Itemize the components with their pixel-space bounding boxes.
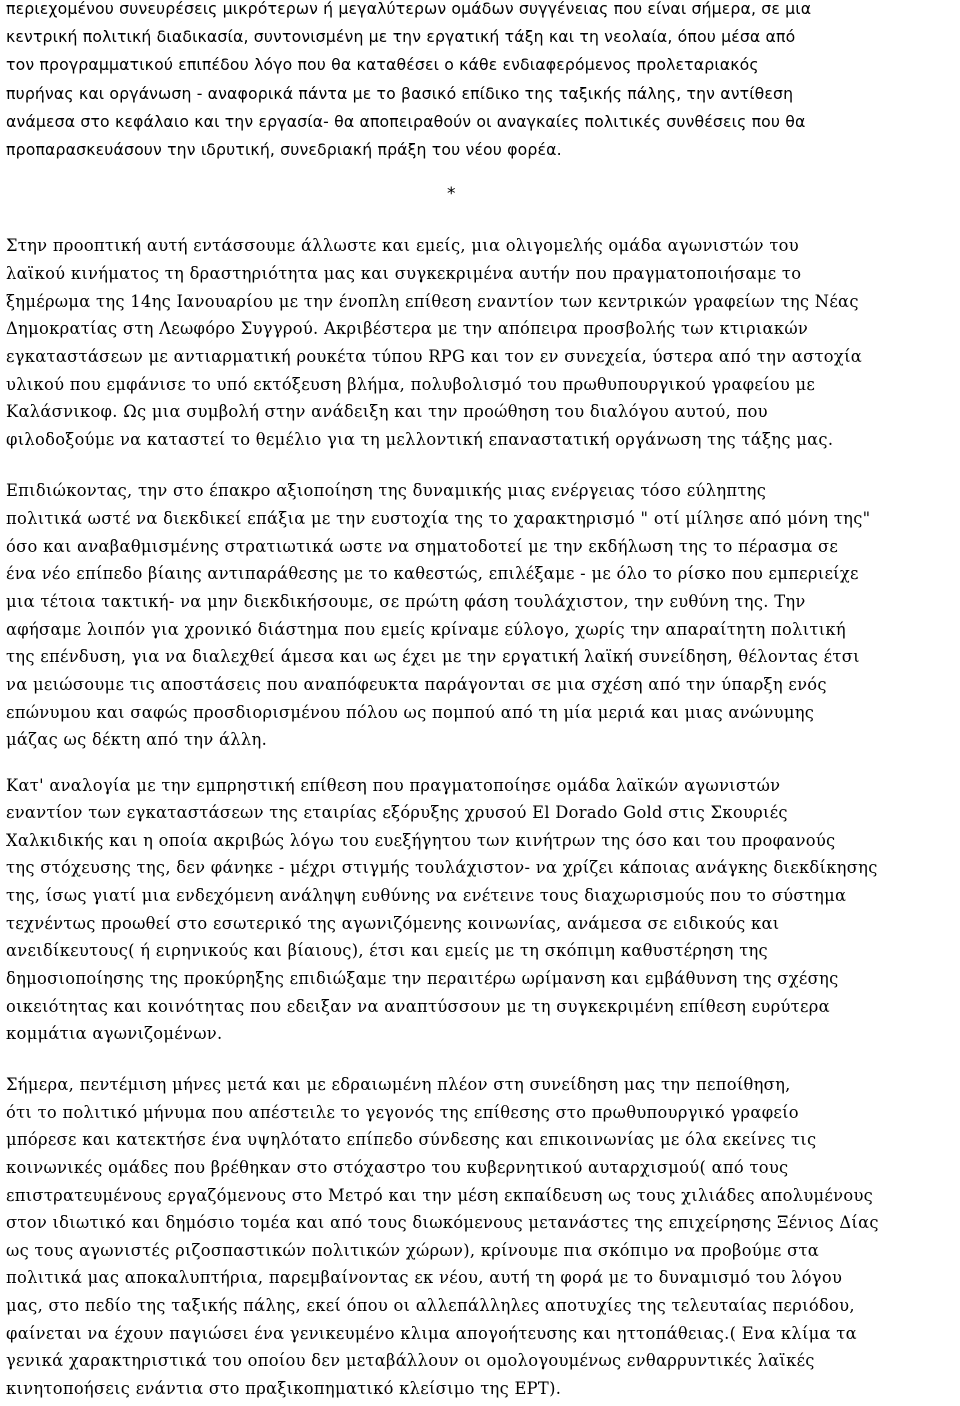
- paragraph-line: της επένδυση, για να διαλεχθεί άμεσα και ως έχει με την εργατική λαϊκή συνείδηση, θέλοντας έτσι: [6, 647, 860, 666]
- paragraph-line: κοινωνικές ομάδες που βρέθηκαν στο στόχαστρο του κυβερνητικού αυταρχισμού( από τους: [6, 1158, 789, 1177]
- paragraph-line: ένα νέο επίπεδο βίαιης αντιπαράθεσης με το καθεστώς, επιλέξαμε - με όλο το ρίσκο που εμπεριείχε: [6, 564, 859, 583]
- intro-line: περιεχομένου συνευρέσεις μικρότερων ή μεγαλύτερων ομάδων συγγένειας που είναι σήμερα, σε μια: [6, 0, 812, 18]
- paragraph-line: φαίνεται να έχουν παγιώσει ένα γενικευμένο κλιμα απογοήτευσης και ηττοπάθειας.( Ενα κλίμα τα: [6, 1324, 857, 1343]
- paragraph-line: της στόχευσης της, δεν φάνηκε - μέχρι στιγμής τουλάχιστον- να χρίζει κάποιας ανάγκης διεκδίκησης: [6, 858, 878, 877]
- paragraph-line: ότι το πολιτικό μήνυμα που απέστειλε το γεγονός της επίθεσης στο πρωθυπουργικό γραφείο: [6, 1103, 799, 1122]
- paragraph-line: αφήσαμε λοιπόν για χρονικό διάστημα που εμείς κρίναμε εύλογο, χωρίς την απαραίτητη πολιτική: [6, 620, 846, 639]
- intro-line: πυρήνας και οργάνωση - αναφορικά πάντα με το βασικό επίδικο της ταξικής πάλης, την αντίθεση: [6, 84, 794, 103]
- paragraph-line: εγκαταστάσεων με αντιαρματική ρουκέτα τύπου RPG και τον εν συνεχεία, ύστερα από την αστοχία: [6, 347, 863, 366]
- intro-line: τον προγραμματικού επιπέδου λόγο που θα καταθέσει ο κάθε ενδιαφερόμενος προλεταριακός: [6, 55, 759, 74]
- paragraph-line: οικειότητας και κοινότητας που εδειξαν να αναπτύσσουν με τη συγκεκριμένη επίθεση ευρύτερα: [6, 997, 830, 1016]
- paragraph-line: Καλάσνικοφ. Ως μια συμβολή στην ανάδειξη και την προώθηση του διαλόγου αυτού, που: [6, 402, 768, 421]
- paragraph-line: πολιτικά ωστέ να διεκδικεί επάξια με την ευστοχία της το χαρακτηρισμό " οτί μίλησε από μόνη της": [6, 509, 871, 528]
- intro-line: προπαρασκευάσουν την ιδρυτική, συνεδριακή πράξη του νέου φορέα.: [6, 140, 562, 159]
- paragraph-line: στον ιδιωτικό και δημόσιο τομέα και από τους διωκόμενους μετανάστες της επιχείρησης Ξένιος Δίας: [6, 1213, 879, 1232]
- paragraph-line: επώνυμου και σαφώς προσδιορισμένου πόλου ως πομπού από τη μία μεριά και μιας ανώνυμης: [6, 703, 815, 722]
- paragraph-line: ως τους αγωνιστές ριζοσπαστικών πολιτικών χώρων), κρίνουμε πια σκόπιμο να προβούμε στα: [6, 1241, 820, 1260]
- paragraph-line: Στην προοπτική αυτή εντάσσουμε άλλωστε και εμείς, μια ολιγομελής ομάδα αγωνιστών του: [6, 236, 799, 255]
- paragraph-line: ξημέρωμα της 14ης Ιανουαρίου με την ένοπλη επίθεση εναντίον των κεντρικών γραφείων της Νέας: [6, 292, 859, 311]
- paragraph-line: μια τέτοια τακτική- να μην διεκδικήσουμε, σε πρώτη φάση τουλάχιστον, την ευθύνη της. Την: [6, 592, 806, 611]
- paragraph-line: φιλοδοξούμε να καταστεί το θεμέλιο για τη μελλοντική επαναστατική οργάνωση της τάξης μας.: [6, 430, 834, 449]
- paragraph-line: μας, στο πεδίο της ταξικής πάλης, εκεί όπου οι αλλεπάλληλες αποτυχίες της τελευταίας περιόδου,: [6, 1296, 855, 1315]
- paragraph-line: να μειώσουμε τις αποστάσεις που αναπόφευκτα παράγονται σε μια σχέση από την ύπαρξη ενός: [6, 675, 827, 694]
- paragraph-line: μάζας ως δέκτη από την άλλη.: [6, 730, 268, 749]
- paragraph-line: μπόρεσε και κατεκτήσε ένα υψηλότατο επίπεδο σύνδεσης και επικοινωνίας με όλα εκείνες τις: [6, 1130, 817, 1149]
- paragraph-line: Σήμερα, πεντέμιση μήνες μετά και με εδραιωμένη πλέον στη συνείδηση μας την πεποίθηση,: [6, 1075, 791, 1094]
- intro-line: κεντρική πολιτική διαδικασία, συντονισμένη με την εργατική τάξη και τη νεολαία, όπου μέσα από: [6, 27, 796, 46]
- paragraph-line: λαϊκού κινήματος τη δραστηριότητα μας και συγκεκριμένα αυτήν που πραγματοποιήσαμε το: [6, 264, 802, 283]
- paragraph-line: επιστρατευμένους εργαζόμενους στο Μετρό και την μέση εκπαίδευση ως τους χιλιάδες απολυμένους: [6, 1186, 874, 1205]
- paragraph-line: δημοσιοποίησης της προκύρηξης επιδιώξαμε την περαιτέρω ωρίμανση και εμβάθυνση της σχέσης: [6, 969, 839, 988]
- paragraph-line: Επιδιώκοντας, την στο έπακρο αξιοποίηση της δυναμικής μιας ενέργειας τόσο εύληπτης: [6, 481, 767, 500]
- paragraph-line: κινητοποήσεις ενάντια στο πραξικοπηματικό κλείσιμο της ΕΡΤ).: [6, 1379, 562, 1398]
- paragraph-line: όσο και αναβαθμισμένης στρατιωτικά ωστε να σηματοδοτεί με την εκδήλωση της το πέρασμα σε: [6, 537, 839, 556]
- paragraph-line: εναντίον των εγκαταστάσεων της εταιρίας εξόρυξης χρυσού El Dorado Gold στις Σκουριές: [6, 803, 788, 822]
- paragraph-line: Δημοκρατίας στη Λεωφόρο Συγγρού. Ακριβέστερα με την απόπειρα προσβολής των κτιριακών: [6, 319, 809, 338]
- intro-line: ανάμεσα στο κεφάλαιο και την εργασία- θα αποπειραθούν οι αναγκαίες πολιτικές συνθέσεις που θα: [6, 112, 806, 131]
- paragraph-line: Χαλκιδικής και η οποία ακριβώς λόγω του ευεξήγητου των κινήτρων της όσο και του προφανούς: [6, 831, 836, 850]
- paragraph-line: τεχνέντως προωθεί στο εσωτερικό της αγωνιζόμενης κοινωνίας, ανάμεσα σε ειδικούς και: [6, 914, 780, 933]
- paragraph-line: ανειδίκευτους( ή ειρηνικούς και βίαιους), έτσι και εμείς με τη σκόπιμη καθυστέρηση της: [6, 941, 768, 960]
- paragraph-line: κομμάτια αγωνιζομένων.: [6, 1024, 223, 1043]
- paragraph-line: της, ίσως γιατί μια ενδεχόμενη ανάληψη ευθύνης να ενέτεινε τους διαχωρισμούς που το σύστημα: [6, 886, 847, 905]
- paragraph-line: Κατ' αναλογία με την εμπρηστική επίθεση που πραγματοποίησε ομάδα λαϊκών αγωνιστών: [6, 776, 781, 795]
- paragraph-line: γενικά χαρακτηριστικά του οποίου δεν μεταβάλλουν οι ομολογουμένως ενθαρρυντικές λαϊκές: [6, 1351, 815, 1370]
- section-separator: *: [447, 184, 456, 204]
- paragraph-line: υλικού που εμφάνισε το υπό εκτόξευση βλήμα, πολυβολισμό του πρωθυπουργικού γραφείου με: [6, 375, 816, 394]
- paragraph-line: πολιτικά μας αποκαλυπτήρια, παρεμβαίνοντας εκ νέου, αυτή τη φορά με το δυναμισμό του λόγου: [6, 1268, 843, 1287]
